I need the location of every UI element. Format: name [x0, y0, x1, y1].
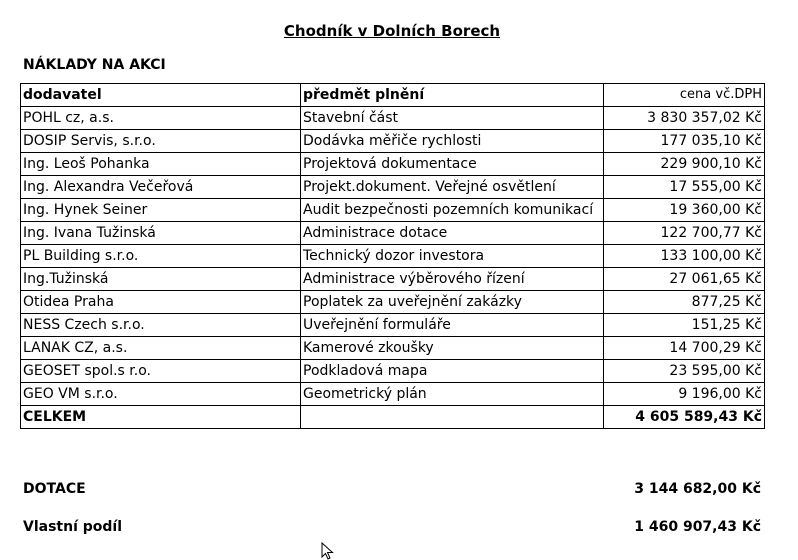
price-cell: 23 595,00 Kč — [604, 360, 765, 383]
table-row — [21, 383, 765, 406]
subject-cell: Podkladová mapa — [301, 360, 604, 383]
supplier-cell: Otidea Praha — [21, 291, 301, 314]
supplier-cell: GEOSET spol.s r.o. — [21, 360, 301, 383]
subsidy-label: DOTACE — [23, 481, 86, 497]
table-row — [21, 199, 765, 222]
subject-cell: Projektová dokumentace — [301, 153, 604, 176]
total-value: 4 605 589,43 Kč — [604, 406, 765, 429]
own-share-label: Vlastní podíl — [23, 519, 123, 535]
subsidy-line — [23, 481, 761, 497]
own-share-line — [23, 519, 761, 535]
subject-cell: Audit bezpečnosti pozemních komunikací — [301, 199, 604, 222]
subject-cell: Projekt.dokument. Veřejné osvětlení — [301, 176, 604, 199]
price-cell: 151,25 Kč — [604, 314, 765, 337]
table-row — [21, 314, 765, 337]
total-empty-cell — [301, 406, 604, 429]
table-row — [21, 291, 765, 314]
table-header-row — [21, 84, 765, 107]
supplier-cell: PL Building s.r.o. — [21, 245, 301, 268]
table-row — [21, 222, 765, 245]
subject-cell: Dodávka měřiče rychlosti — [301, 130, 604, 153]
supplier-cell: GEO VM s.r.o. — [21, 383, 301, 406]
supplier-cell: Ing. Ivana Tužinská — [21, 222, 301, 245]
document-title: Chodník v Dolních Borech — [283, 22, 501, 40]
column-header-subject: předmět plnění — [301, 84, 604, 107]
section-heading: NÁKLADY NA AKCI — [23, 57, 166, 73]
supplier-cell: Ing. Alexandra Večeřová — [21, 176, 301, 199]
price-cell: 122 700,77 Kč — [604, 222, 765, 245]
subject-cell: Administrace výběrového řízení — [301, 268, 604, 291]
column-header-supplier: dodavatel — [21, 84, 301, 107]
subject-cell: Technický dozor investora — [301, 245, 604, 268]
subsidy-value: 3 144 682,00 Kč — [634, 481, 761, 497]
costs-table — [20, 83, 765, 429]
total-row — [21, 406, 765, 429]
subject-cell: Administrace dotace — [301, 222, 604, 245]
subject-cell: Uveřejnění formuláře — [301, 314, 604, 337]
table-row — [21, 337, 765, 360]
column-header-price: cena vč.DPH — [604, 84, 765, 107]
price-cell: 27 061,65 Kč — [604, 268, 765, 291]
supplier-cell: Ing. Leoš Pohanka — [21, 153, 301, 176]
price-cell: 3 830 357,02 Kč — [604, 107, 765, 130]
subject-cell: Stavební část — [301, 107, 604, 130]
total-label: CELKEM — [21, 406, 301, 429]
supplier-cell: POHL cz, a.s. — [21, 107, 301, 130]
supplier-cell: DOSIP Servis, s.r.o. — [21, 130, 301, 153]
mouse-pointer-icon — [321, 542, 335, 560]
table-row — [21, 153, 765, 176]
table-row — [21, 360, 765, 383]
supplier-cell: LANAK CZ, a.s. — [21, 337, 301, 360]
price-cell: 19 360,00 Kč — [604, 199, 765, 222]
supplier-cell: Ing. Hynek Seiner — [21, 199, 301, 222]
table-row — [21, 245, 765, 268]
price-cell: 877,25 Kč — [604, 291, 765, 314]
price-cell: 9 196,00 Kč — [604, 383, 765, 406]
table-row — [21, 268, 765, 291]
table-row — [21, 176, 765, 199]
supplier-cell: Ing.Tužinská — [21, 268, 301, 291]
subject-cell: Poplatek za uveřejnění zakázky — [301, 291, 604, 314]
table-row — [21, 107, 765, 130]
price-cell: 229 900,10 Kč — [604, 153, 765, 176]
own-share-value: 1 460 907,43 Kč — [634, 519, 761, 535]
price-cell: 133 100,00 Kč — [604, 245, 765, 268]
subject-cell: Kamerové zkoušky — [301, 337, 604, 360]
price-cell: 177 035,10 Kč — [604, 130, 765, 153]
subject-cell: Geometrický plán — [301, 383, 604, 406]
supplier-cell: NESS Czech s.r.o. — [21, 314, 301, 337]
table-row — [21, 130, 765, 153]
price-cell: 14 700,29 Kč — [604, 337, 765, 360]
price-cell: 17 555,00 Kč — [604, 176, 765, 199]
